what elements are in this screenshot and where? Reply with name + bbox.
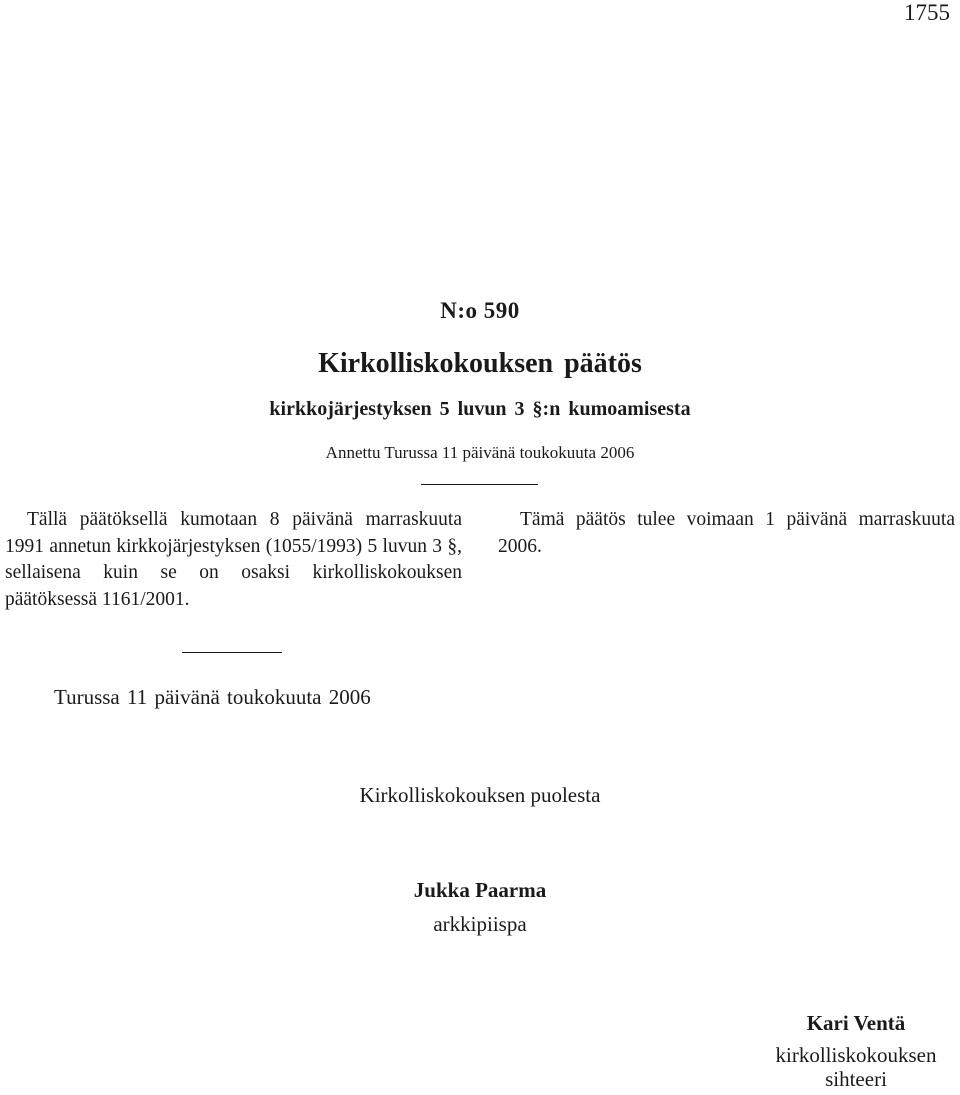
signatory-1-name: Jukka Paarma [413,878,547,902]
signatory-2-title-line2: sihteeri [825,1067,887,1091]
left-column-end-rule [182,652,282,653]
signatory-1-title: arkkipiispa [433,912,527,936]
document-title: Kirkolliskokouksen päätös [318,348,642,379]
signatory-2-block [756,1011,956,1091]
page-number: 1755 [904,0,950,25]
on-behalf-line: Kirkolliskokouksen puolesta [359,783,601,807]
place-and-date: Turussa 11 päivänä toukokuuta 2006 [54,685,371,709]
given-date-line: Annettu Turussa 11 päivänä toukokuuta 2006 [325,443,635,462]
document-subtitle: kirkkojärjestyksen 5 luvun 3 §:n kumoamisesta [269,398,691,420]
header-divider [421,484,538,485]
body-left-column [5,507,462,613]
repeal-paragraph: Tällä päätöksellä kumotaan 8 päivänä marraskuuta 1991 annetun kirkkojärjestyksen (1055/1993) 5 luvun 3 §, sellaisena kuin se on osaksi kirkolliskokouksen päätöksessä 1161/2001. [5,509,462,610]
body-right-column [498,507,955,560]
signatory-2-name: Kari Ventä [806,1011,906,1035]
entry-into-force-paragraph: Tämä päätös tulee voimaan 1 päivänä marraskuuta 2006. [498,509,955,557]
document-number: N:o 590 [440,298,520,323]
signatory-2-title-line1: kirkolliskokouksen [775,1043,937,1067]
